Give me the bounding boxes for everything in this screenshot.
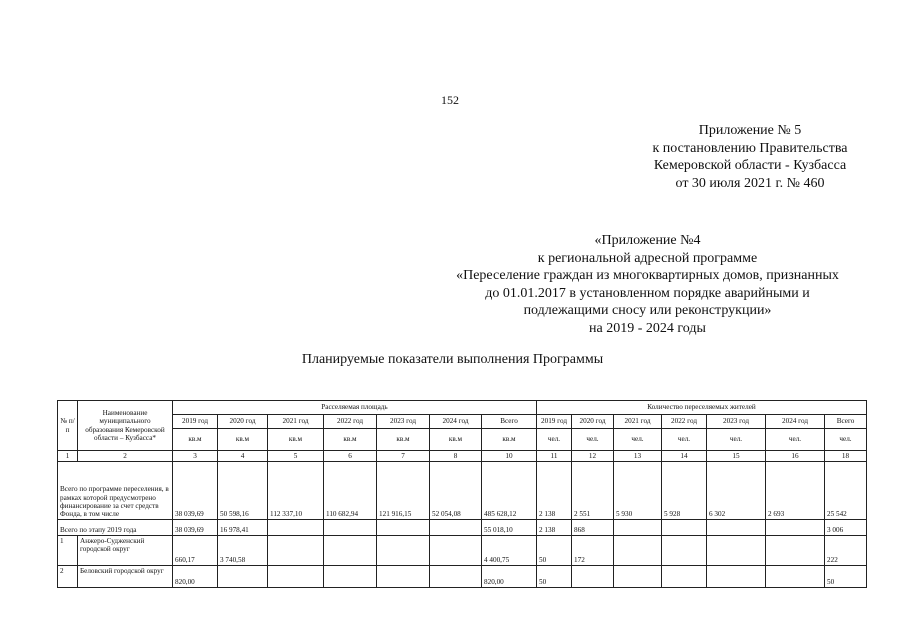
people-value: 5 928 [662, 462, 707, 520]
column-number: 14 [662, 451, 707, 462]
table-row [58, 536, 867, 566]
table-row [58, 520, 867, 536]
year-header: 2020 год [218, 415, 268, 429]
column-number: 11 [537, 451, 572, 462]
people-value [614, 566, 662, 588]
column-number: 2 [78, 451, 173, 462]
people-value: 3 006 [825, 520, 867, 536]
area-value: 112 337,10 [268, 462, 324, 520]
unit-area-header: кв.м [377, 429, 430, 451]
area-value [430, 566, 482, 588]
year-header: 2019 год [173, 415, 218, 429]
row-name: Всего по программе переселения, в рамках которой предусмотрено финансирование за счет средств Фонда, в том числе [58, 462, 173, 520]
area-value [218, 566, 268, 588]
column-number: 8 [430, 451, 482, 462]
year-header-row [58, 415, 867, 429]
people-value: 222 [825, 536, 867, 566]
year-header: 2023 год [707, 415, 766, 429]
area-value: 110 682,94 [324, 462, 377, 520]
appendix-4-line: до 01.01.2017 в установленном порядке аварийными и [485, 285, 810, 301]
area-value: 55 018,10 [482, 520, 537, 536]
area-value: 485 628,12 [482, 462, 537, 520]
people-value [614, 520, 662, 536]
column-number: 7 [377, 451, 430, 462]
year-header: 2024 год [430, 415, 482, 429]
unit-area-header: кв.м [268, 429, 324, 451]
people-value: 50 [537, 536, 572, 566]
unit-people-header: чел. [707, 429, 766, 451]
people-value [662, 566, 707, 588]
header-people: Количество переселяемых жителей [537, 401, 867, 415]
people-value: 5 930 [614, 462, 662, 520]
people-value [662, 520, 707, 536]
appendix-4-header [430, 232, 865, 337]
people-value [707, 536, 766, 566]
column-number: 6 [324, 451, 377, 462]
unit-people-header: чел. [766, 429, 825, 451]
appendix-4-line: на 2019 - 2024 годы [589, 320, 706, 336]
unit-area-header: кв.м [482, 429, 537, 451]
year-header: 2020 год [572, 415, 614, 429]
people-value: 50 [825, 566, 867, 588]
header-area: Расселяемая площадь [173, 401, 537, 415]
page-number: 152 [441, 93, 459, 107]
people-value [707, 520, 766, 536]
area-value [324, 536, 377, 566]
header-name: Наименование муниципального образования Кемеровской области – Кузбасса* [78, 401, 173, 451]
area-value: 38 039,69 [173, 462, 218, 520]
column-number: 4 [218, 451, 268, 462]
table-row [58, 462, 867, 520]
people-value [707, 566, 766, 588]
people-value: 25 542 [825, 462, 867, 520]
appendix-5-line: Приложение № 5 [698, 123, 802, 138]
unit-header-row [58, 429, 867, 451]
table-row [58, 566, 867, 588]
appendix-4-line: «Переселение граждан из многоквартирных домов, признанных [456, 268, 839, 283]
column-number-row [58, 451, 867, 462]
unit-area-header: кв.м [430, 429, 482, 451]
column-number: 5 [268, 451, 324, 462]
area-value: 52 054,08 [430, 462, 482, 520]
area-value: 4 400,75 [482, 536, 537, 566]
people-value [766, 566, 825, 588]
year-header: 2022 год [324, 415, 377, 429]
appendix-5-line: Кемеровской области - Кузбасса [653, 158, 847, 173]
year-header: 2021 год [614, 415, 662, 429]
people-value [572, 566, 614, 588]
people-value: 2 138 [537, 462, 572, 520]
column-number: 16 [766, 451, 825, 462]
appendix-5-header [600, 122, 900, 192]
area-value [430, 520, 482, 536]
people-value: 2 138 [537, 520, 572, 536]
row-name: Беловский городской округ [78, 566, 173, 588]
area-value: 820,00 [482, 566, 537, 588]
year-header: 2023 год [377, 415, 430, 429]
year-header: 2022 год [662, 415, 707, 429]
column-number: 15 [707, 451, 766, 462]
area-value [268, 566, 324, 588]
area-value: 660,17 [173, 536, 218, 566]
area-value [430, 536, 482, 566]
indicators-table-wrapper [57, 400, 867, 588]
people-value [766, 536, 825, 566]
unit-area-header: кв.м [173, 429, 218, 451]
document-title: Планируемые показатели выполнения Программы [301, 352, 604, 367]
unit-people-header: чел. [537, 429, 572, 451]
table-body [58, 462, 867, 588]
unit-people-header: чел. [572, 429, 614, 451]
area-value [377, 536, 430, 566]
year-header: Всего [825, 415, 867, 429]
indicators-table [57, 400, 867, 588]
column-number: 1 [58, 451, 78, 462]
row-num: 1 [58, 536, 78, 566]
row-name: Анжеро-Судженский городской округ [78, 536, 173, 566]
appendix-4-line: подлежащими сносу или реконструкции» [523, 303, 772, 318]
area-value: 121 916,15 [377, 462, 430, 520]
year-header: 2019 год [537, 415, 572, 429]
area-value: 16 978,41 [218, 520, 268, 536]
row-num: 2 [58, 566, 78, 588]
area-value: 50 598,16 [218, 462, 268, 520]
people-value: 2 551 [572, 462, 614, 520]
unit-area-header: кв.м [324, 429, 377, 451]
appendix-5-line: к постановлению Правительства [652, 140, 848, 156]
column-number: 18 [825, 451, 867, 462]
people-value: 172 [572, 536, 614, 566]
appendix-5-line: от 30 июля 2021 г. № 460 [675, 175, 825, 191]
unit-people-header: чел. [614, 429, 662, 451]
unit-area-header: кв.м [218, 429, 268, 451]
people-value: 2 693 [766, 462, 825, 520]
people-value [662, 536, 707, 566]
area-value: 3 740,58 [218, 536, 268, 566]
area-value: 820,00 [173, 566, 218, 588]
unit-people-header: чел. [825, 429, 867, 451]
people-value: 6 302 [707, 462, 766, 520]
column-number: 12 [572, 451, 614, 462]
people-value [614, 536, 662, 566]
year-header: 2024 год [766, 415, 825, 429]
header-num: № п/п [58, 401, 78, 451]
area-value [377, 566, 430, 588]
row-name: Всего по этапу 2019 года [58, 520, 173, 536]
unit-people-header: чел. [662, 429, 707, 451]
column-number: 3 [173, 451, 218, 462]
area-value [377, 520, 430, 536]
people-value [766, 520, 825, 536]
column-number: 10 [482, 451, 537, 462]
appendix-4-line: «Приложение №4 [594, 233, 701, 248]
people-value: 868 [572, 520, 614, 536]
people-value: 50 [537, 566, 572, 588]
appendix-4-line: к региональной адресной программе [537, 250, 758, 266]
area-value [324, 566, 377, 588]
area-value: 38 039,69 [173, 520, 218, 536]
area-value [324, 520, 377, 536]
area-value [268, 536, 324, 566]
column-number: 13 [614, 451, 662, 462]
area-value [268, 520, 324, 536]
year-header: 2021 год [268, 415, 324, 429]
year-header: Всего [482, 415, 537, 429]
